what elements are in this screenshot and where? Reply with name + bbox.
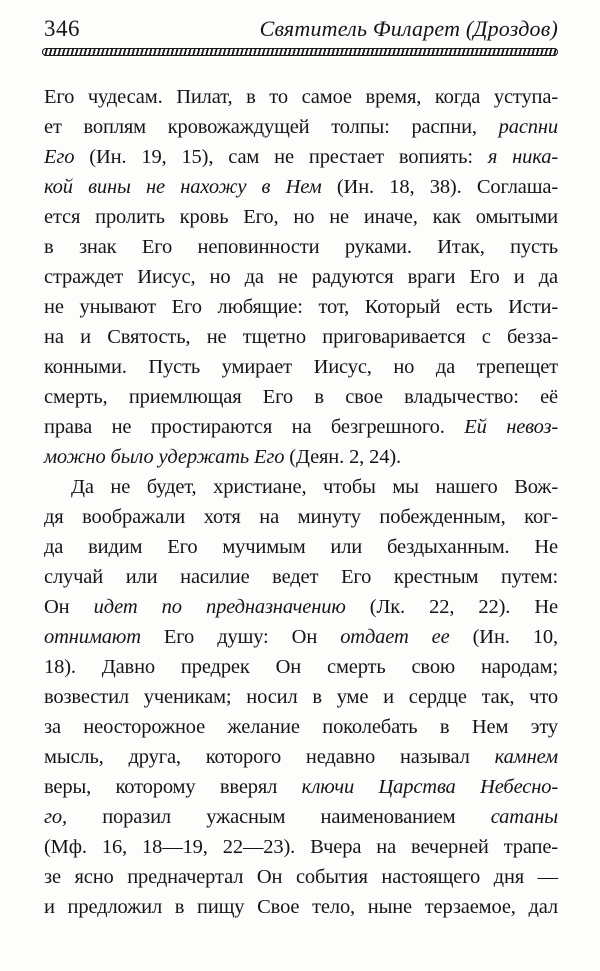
- text-segment: кой вины не нахожу в Нем: [44, 176, 322, 198]
- text-segment: конными. Пусть умирает Иисус, но да трепещет: [44, 356, 558, 378]
- text-line: [44, 502, 558, 532]
- text-segment: мысль, друга, которого недавно называл: [44, 746, 495, 768]
- text-segment: права не простираются на безгрешного.: [44, 416, 465, 438]
- text-segment: сатаны: [490, 806, 558, 828]
- text-segment: возвестил ученикам; носил в уме и сердце так, что: [44, 686, 558, 708]
- page-number: 346: [44, 16, 80, 41]
- text-segment: не унывают Его любящие: тот, Который есть Исти-: [44, 296, 558, 318]
- text-segment: Он: [44, 596, 94, 618]
- text-segment: Его чудесам. Пилат, в то самое время, когда уступа-: [44, 86, 558, 108]
- text-line: [44, 742, 558, 772]
- paragraph: [44, 82, 558, 472]
- text-segment: ется пролить кровь Его, но не иначе, как омытыми: [44, 206, 558, 228]
- text-line: [44, 832, 558, 862]
- text-segment: (Мф. 16, 18—19, 22—23). Вчера на вечерней трапе-: [44, 836, 558, 858]
- text-segment: отнимают: [44, 626, 141, 648]
- text-line: [44, 322, 558, 352]
- text-segment: Ей невоз-: [464, 416, 558, 438]
- text-line: [44, 622, 558, 652]
- text-line: [44, 532, 558, 562]
- text-segment: зе ясно предначертал Он события настоящего дня —: [44, 866, 558, 888]
- text-segment: отдает ее: [340, 626, 450, 648]
- text-segment: Его душу: Он: [140, 626, 341, 648]
- rope-divider: [42, 48, 558, 56]
- paragraph: [44, 472, 558, 922]
- text-line: [44, 412, 558, 442]
- text-segment: смерть, приемлющая Его в свое владычество: её: [44, 386, 558, 408]
- text-segment: Да не будет, христиане, чтобы мы нашего Вож-: [71, 476, 558, 498]
- text-line: [44, 862, 558, 892]
- text-line: [44, 772, 558, 802]
- text-segment: распни: [498, 116, 558, 138]
- text-line: [44, 232, 558, 262]
- text-segment: дя воображали хотя на минуту побежденным, ког-: [44, 506, 558, 528]
- text-line: [44, 802, 558, 832]
- text-column: [44, 82, 558, 922]
- text-segment: за неосторожное желание поколебать в Нем эту: [44, 716, 558, 738]
- text-line: [44, 352, 558, 382]
- text-segment: случай или насилие ведет Его крестным путем:: [44, 566, 558, 588]
- text-segment: страждет Иисус, но да не радуются враги Его и да: [44, 266, 558, 288]
- text-segment: можно было удержать Его: [44, 446, 285, 468]
- text-line: [44, 112, 558, 142]
- text-segment: идет по предназначению: [93, 596, 346, 618]
- page-header: [44, 16, 558, 42]
- text-segment: Его: [44, 146, 75, 168]
- text-line: [44, 382, 558, 412]
- text-segment: го,: [44, 806, 67, 828]
- text-line: [44, 172, 558, 202]
- text-segment: ет воплям кровожаждущей толпы: распни,: [44, 116, 499, 138]
- text-line: [44, 142, 558, 172]
- text-segment: (Ин. 19, 15), сам не престает вопиять:: [74, 146, 488, 168]
- text-segment: (Деян. 2, 24).: [284, 446, 401, 468]
- text-line: [44, 682, 558, 712]
- text-segment: да видим Его мучимым или бездыханным. Не: [44, 536, 558, 558]
- text-line: [44, 472, 558, 502]
- text-segment: я ника-: [487, 146, 558, 168]
- text-segment: (Ин. 18, 38). Соглаша-: [321, 176, 558, 198]
- text-line: [44, 262, 558, 292]
- text-line: [44, 292, 558, 322]
- text-segment: поразил ужасным наименованием: [66, 806, 491, 828]
- text-segment: (Лк. 22, 22). Не: [345, 596, 559, 618]
- text-segment: на и Святость, не тщетно приговаривается с безза-: [44, 326, 558, 348]
- text-segment: в знак Его неповинности руками. Итак, пусть: [44, 236, 558, 258]
- text-segment: 18). Давно предрек Он смерть свою народам;: [44, 656, 558, 678]
- text-line: [44, 82, 558, 112]
- text-segment: камнем: [494, 746, 558, 768]
- text-line: [44, 562, 558, 592]
- text-line: [44, 202, 558, 232]
- text-line: [44, 892, 558, 922]
- text-segment: и предложил в пищу Свое тело, ныне терзаемое, дал: [44, 896, 558, 918]
- text-line: [44, 652, 558, 682]
- running-title: Святитель Филарет (Дроздов): [259, 16, 558, 41]
- text-line: [44, 592, 558, 622]
- text-segment: (Ин. 10,: [449, 626, 558, 648]
- text-line: [44, 442, 558, 472]
- text-segment: ключи Царства Небесно-: [301, 776, 558, 798]
- text-segment: веры, которому вверял: [44, 776, 302, 798]
- text-line: [44, 712, 558, 742]
